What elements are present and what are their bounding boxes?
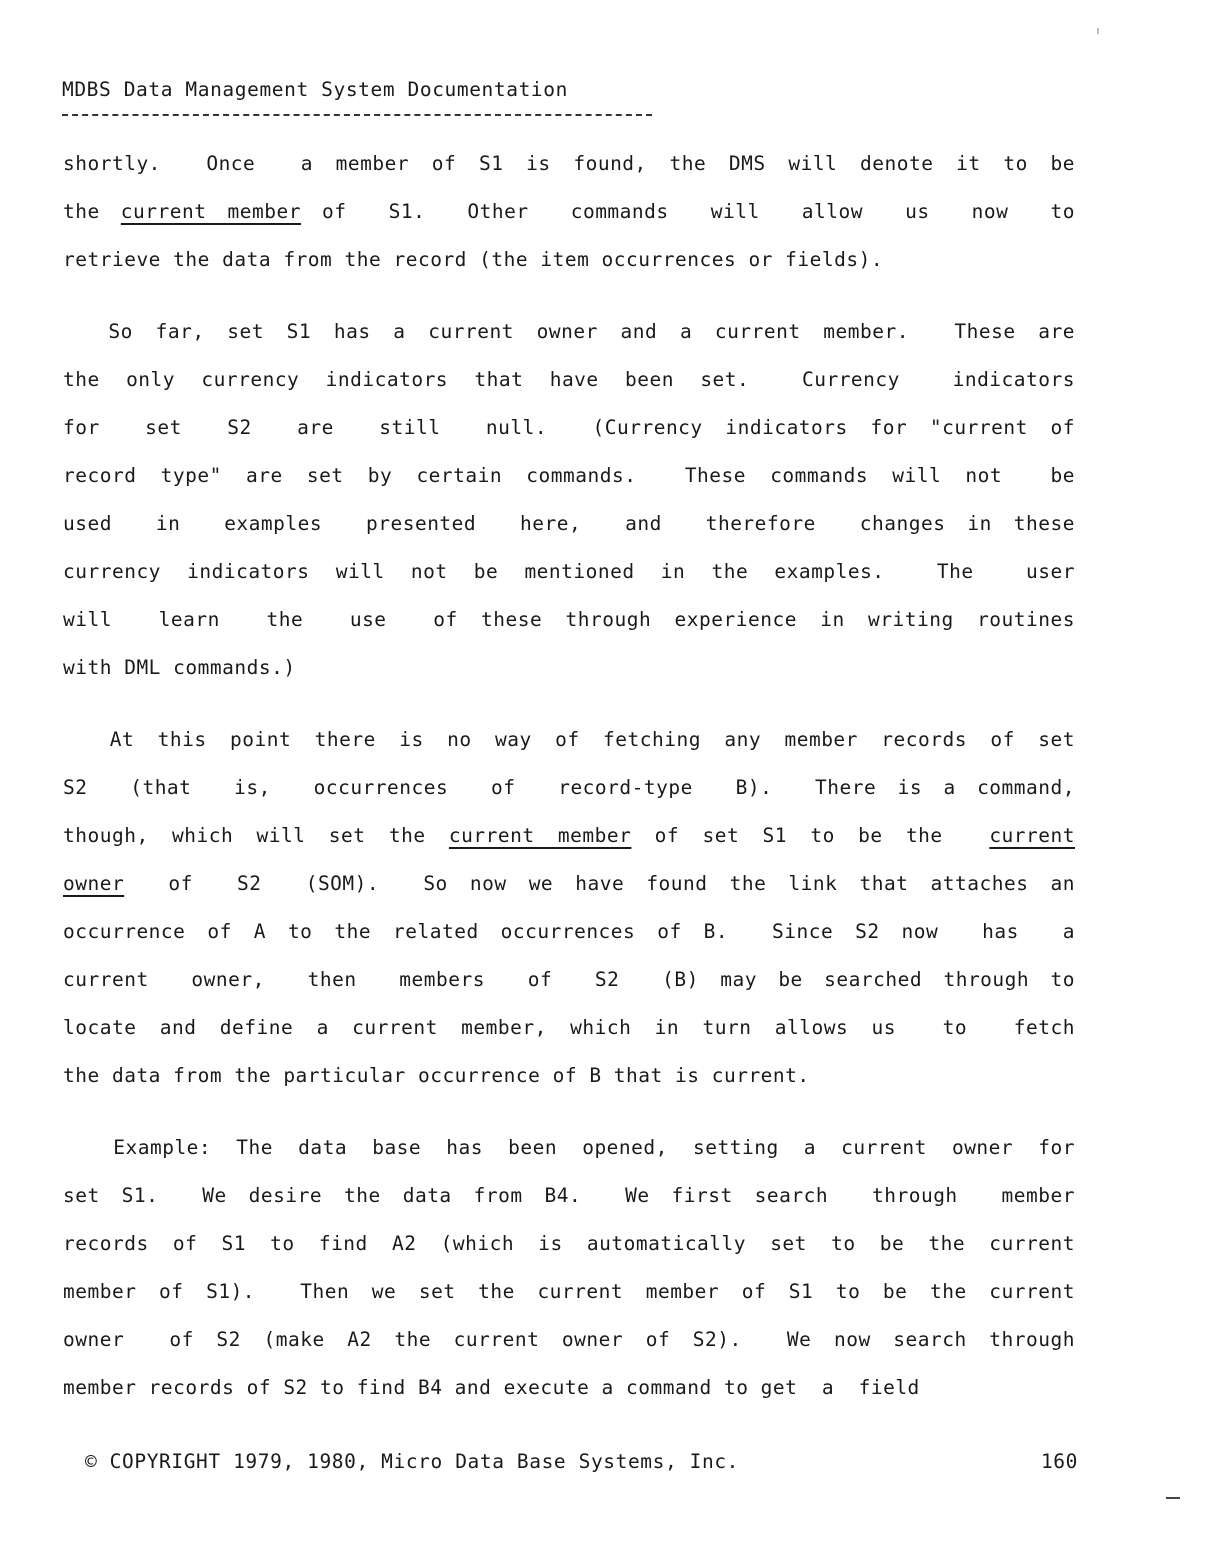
- copyright-footer: © COPYRIGHT 1979, 1980, Micro Data Base Systems, Inc.: [85, 1450, 740, 1473]
- scan-mark: [1097, 28, 1099, 34]
- text-segment: records of S1 to find A2 (which is automatically set to be the current: [63, 1232, 1075, 1255]
- text-segment: So far, set S1 has a current owner and a current member. These are: [63, 320, 1075, 343]
- text-segment: the: [63, 200, 121, 223]
- text-line: [63, 154, 1075, 174]
- page-header-title: MDBS Data Management System Documentation: [62, 78, 568, 101]
- text-line: [63, 610, 1075, 630]
- text-segment: for set S2 are still null. (Currency indicators for "current of: [63, 416, 1075, 439]
- text-line: [63, 658, 1075, 678]
- text-segment: will learn the use of these through experience in writing routines: [63, 608, 1075, 631]
- text-segment: locate and define a current member, which in turn allows us to fetch: [63, 1016, 1075, 1039]
- text-line: [63, 370, 1075, 390]
- text-line: [63, 562, 1075, 582]
- text-segment: of set S1 to be the: [631, 824, 990, 847]
- header-rule: [62, 114, 652, 116]
- text-line: [63, 826, 1075, 846]
- text-line: [63, 466, 1075, 486]
- text-line: [63, 1138, 1075, 1158]
- underlined-term: current: [989, 824, 1075, 847]
- text-segment: with DML commands.): [63, 656, 296, 679]
- text-line: [63, 514, 1075, 534]
- text-line: [63, 322, 1075, 342]
- text-line: [63, 1282, 1075, 1302]
- text-line: [63, 730, 1075, 750]
- text-line: [63, 970, 1075, 990]
- text-segment: set S1. We desire the data from B4. We first search through member: [63, 1184, 1075, 1207]
- text-segment: owner of S2 (make A2 the current owner of S2). We now search through: [63, 1328, 1075, 1351]
- text-segment: currency indicators will not be mentioned in the examples. The user: [63, 560, 1075, 583]
- text-line: [63, 1186, 1075, 1206]
- text-segment: used in examples presented here, and therefore changes in these: [63, 512, 1075, 535]
- text-segment: occurrence of A to the related occurrences of B. Since S2 now has a: [63, 920, 1075, 943]
- text-segment: the data from the particular occurrence of B that is current.: [63, 1064, 810, 1087]
- text-segment: shortly. Once a member of S1 is found, the DMS will denote it to be: [63, 152, 1075, 175]
- text-line: [63, 1066, 1075, 1086]
- page-number: 160: [1040, 1450, 1078, 1473]
- text-line: [63, 1330, 1075, 1350]
- text-line: [63, 418, 1075, 438]
- text-line: [63, 1234, 1075, 1254]
- underlined-term: owner: [63, 872, 125, 895]
- text-line: [63, 1018, 1075, 1038]
- scan-mark: [1166, 1497, 1180, 1499]
- text-segment: At this point there is no way of fetching any member records of set: [63, 728, 1075, 751]
- text-line: [63, 922, 1075, 942]
- text-line: [63, 202, 1075, 222]
- text-line: [63, 778, 1075, 798]
- text-line: [63, 874, 1075, 894]
- text-segment: of S2 (SOM). So now we have found the link that attaches an: [124, 872, 1075, 895]
- text-segment: of S1. Other commands will allow us now to: [300, 200, 1075, 223]
- text-line: [63, 250, 1075, 270]
- text-segment: retrieve the data from the record (the item occurrences or fields).: [63, 248, 884, 271]
- underlined-term: current member: [120, 200, 301, 223]
- text-segment: the only currency indicators that have been set. Currency indicators: [63, 368, 1075, 391]
- text-segment: current owner, then members of S2 (B) may be searched through to: [63, 968, 1075, 991]
- underlined-term: current member: [448, 824, 632, 847]
- text-segment: though, which will set the: [63, 824, 449, 847]
- text-segment: S2 (that is, occurrences of record-type B). There is a command,: [63, 776, 1075, 799]
- text-segment: record type" are set by certain commands. These commands will not be: [63, 464, 1075, 487]
- text-line: [63, 1378, 1075, 1398]
- text-segment: member records of S2 to find B4 and execute a command to get a field: [63, 1376, 920, 1399]
- text-segment: Example: The data base has been opened, setting a current owner for: [63, 1136, 1075, 1159]
- text-segment: member of S1). Then we set the current member of S1 to be the current: [63, 1280, 1075, 1303]
